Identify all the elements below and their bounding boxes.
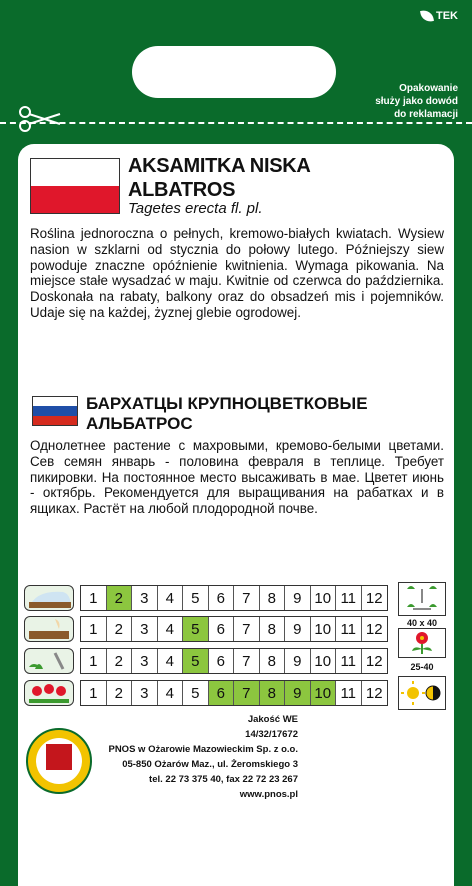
month-cell: 9: [285, 649, 311, 673]
month-cell: 3: [132, 681, 158, 705]
month-cell: 11: [336, 681, 362, 705]
scissors-icon: [18, 104, 62, 134]
month-cell: 10: [311, 586, 337, 610]
pricking-out-icon: [24, 616, 74, 642]
plant-height-icon: [398, 628, 446, 658]
latin-name: Tagetes erecta fl. pl.: [128, 200, 263, 217]
month-cell: 12: [365, 589, 383, 607]
cut-line: [0, 122, 472, 124]
month-cell: 6: [209, 586, 235, 610]
month-cell: 12: [365, 684, 383, 702]
calendar-row: [24, 584, 396, 612]
title-line: ALBATROS: [128, 179, 236, 201]
month-cell: 5: [183, 681, 209, 705]
quality-mark: Jakość WE: [247, 714, 298, 725]
company-address: 05-850 Ożarów Maz., ul. Żeromskiego 3: [122, 759, 298, 770]
height-label: 25-40: [410, 662, 434, 672]
packaging-note-line: Opakowanie: [399, 83, 458, 94]
month-cell: 8: [260, 617, 286, 641]
month-grid: [80, 680, 388, 706]
month-cell: 8: [260, 681, 286, 705]
month-cell: 10: [311, 649, 337, 673]
calendar-row: [24, 615, 396, 643]
greenhouse-sowing-icon: [24, 585, 74, 611]
month-cell: 11: [336, 586, 362, 610]
spacing-label: 40 x 40: [406, 618, 438, 628]
planting-out-icon: [24, 648, 74, 674]
calendar-row: [24, 647, 396, 675]
description-ru: Однолетнее растение с махровыми, кремово-белыми цветами. Сев семян январь - половина февраля в теплице. Требует пикировки. На постоянное место высаживать в мае. Цветет июнь - октябрь. Рекомендуется для выращивания на рабатках и в ящиках. Растёт на любой плодородной почве.: [30, 438, 444, 517]
month-cell: 2: [107, 617, 133, 641]
title-line: АЛЬБАТРОС: [86, 414, 193, 433]
hang-hole: [132, 46, 336, 98]
month-cell: 7: [234, 617, 260, 641]
month-cell: 4: [158, 617, 184, 641]
month-cell: 5: [183, 649, 209, 673]
month-cell: 6: [209, 617, 235, 641]
month-cell: 2: [107, 649, 133, 673]
company-phone: tel. 22 73 375 40, fax 22 72 23 267: [149, 774, 298, 785]
tek-logo: [421, 10, 458, 22]
month-cell: 1: [81, 649, 107, 673]
month-cell: 1: [81, 681, 107, 705]
month-cell: 10: [311, 681, 337, 705]
month-cell: 10: [311, 617, 337, 641]
month-cell: 4: [158, 586, 184, 610]
month-cell: 3: [132, 617, 158, 641]
calendar-row: [24, 679, 396, 707]
month-cell: 9: [285, 617, 311, 641]
company-name: PNOS w Ożarowie Mazowieckim Sp. z o.o.: [108, 744, 298, 755]
month-cell: 5: [183, 586, 209, 610]
russian-flag-icon: [32, 396, 78, 426]
month-cell: 12: [365, 620, 383, 638]
month-grid: [80, 585, 388, 611]
plant-spacing-icon: [398, 582, 446, 616]
packaging-note-line: służy jako dowód: [375, 96, 458, 107]
month-cell: 2: [107, 681, 133, 705]
month-cell: 6: [209, 649, 235, 673]
month-cell: 8: [260, 586, 286, 610]
month-grid: [80, 616, 388, 642]
month-cell: 9: [285, 586, 311, 610]
title-line: БАРХАТЦЫ КРУПНОЦВЕТКОВЫЕ: [86, 394, 368, 413]
polish-flag-icon: [30, 158, 120, 214]
company-info: [80, 712, 298, 802]
month-cell: 3: [132, 586, 158, 610]
month-cell: 4: [158, 681, 184, 705]
month-cell: 7: [234, 681, 260, 705]
month-cell: 7: [234, 586, 260, 610]
sun-half-shade-icon: [398, 676, 446, 710]
month-cell: 8: [260, 649, 286, 673]
leaf-icon: [420, 9, 434, 23]
company-website[interactable]: www.pnos.pl: [239, 789, 298, 800]
packaging-note-line: do reklamacji: [394, 109, 458, 120]
month-cell: 3: [132, 649, 158, 673]
month-cell: 6: [209, 681, 235, 705]
flowering-icon: [24, 680, 74, 706]
month-cell: 12: [365, 652, 383, 670]
month-cell: 7: [234, 649, 260, 673]
month-cell: 11: [336, 649, 362, 673]
month-cell: 4: [158, 649, 184, 673]
month-cell: 1: [81, 617, 107, 641]
month-grid: [80, 648, 388, 674]
packaging-note: [375, 82, 458, 121]
tek-label: TEK: [436, 10, 458, 22]
month-cell: 11: [336, 617, 362, 641]
product-title-ru: [86, 394, 368, 434]
product-title-pl: [128, 154, 311, 202]
title-line: AKSAMITKA NISKA: [128, 155, 311, 177]
month-cell: 2: [107, 586, 133, 610]
reg-code: 14/32/17672: [245, 729, 298, 740]
month-cell: 9: [285, 681, 311, 705]
month-cell: 5: [183, 617, 209, 641]
pnos-logo-emblem: [46, 744, 72, 770]
month-cell: 1: [81, 586, 107, 610]
description-pl: Roślina jednoroczna o pełnych, kremowo-białych kwiatach. Wysiew nasion w szklarni od stycznia do połowy lutego. Późniejszy siew powoduje znaczne opóźnienie kwitnienia. Wymaga pikowania. Na miejsce stałe wysadzać w maju. Kwitnie od czerwca do października. Doskonała na rabaty, balkony oraz do obsadzeń mis i pojemników. Udaje się na każdej, żyznej glebie ogrodowej.: [30, 226, 444, 320]
